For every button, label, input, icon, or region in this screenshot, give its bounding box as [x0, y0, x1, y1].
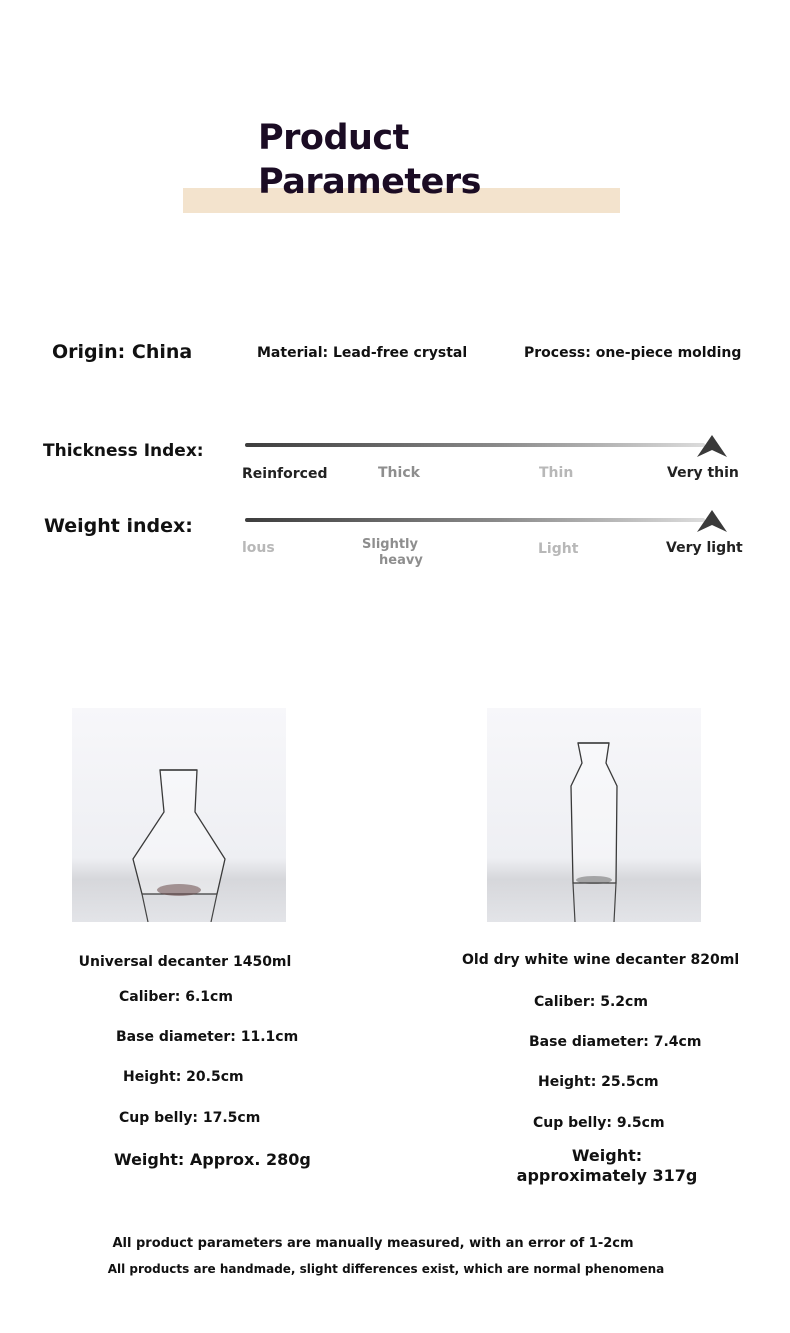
product-2-base-diameter: Base diameter: 7.4cm	[529, 1034, 702, 1050]
product-2-height: Height: 25.5cm	[538, 1074, 659, 1090]
weight-tick-light: Light	[538, 541, 579, 557]
page-title-line-1: Product	[258, 118, 409, 158]
thickness-indicator-arrow-icon	[696, 434, 728, 458]
product-1-cup-belly: Cup belly: 17.5cm	[119, 1110, 261, 1126]
measurement-note: All product parameters are manually measured, with an error of 1-2cm	[112, 1236, 634, 1251]
thickness-index-bar	[245, 443, 705, 447]
weight-tick-lous: lous	[242, 540, 275, 556]
product-2-caliber: Caliber: 5.2cm	[534, 994, 648, 1010]
process-spec: Process: one-piece molding	[524, 345, 742, 361]
thickness-tick-very-thin: Very thin	[667, 465, 739, 481]
thickness-tick-thin: Thin	[539, 465, 574, 481]
white-wine-decanter-photo	[487, 708, 701, 922]
weight-tick-slightly: Slightly	[362, 537, 418, 552]
product-2-name: Old dry white wine decanter 820ml	[462, 952, 740, 968]
thickness-tick-reinforced: Reinforced	[242, 466, 328, 482]
thickness-index-label: Thickness Index:	[43, 441, 204, 461]
product-2-weight-line-2: approximately 317g	[516, 1166, 698, 1185]
weight-index-bar	[245, 518, 705, 522]
product-1-base-diameter: Base diameter: 11.1cm	[116, 1029, 299, 1045]
product-2-weight	[507, 1146, 707, 1186]
product-1-height: Height: 20.5cm	[123, 1069, 244, 1085]
product-1-weight: Weight: Approx. 280g	[114, 1150, 311, 1169]
material-spec: Material: Lead-free crystal	[257, 345, 468, 361]
weight-tick-heavy: heavy	[379, 553, 423, 568]
product-2-weight-line-1: Weight:	[571, 1146, 643, 1165]
weight-tick-very-light: Very light	[666, 540, 743, 556]
handmade-note: All products are handmade, slight differences exist, which are normal phenomena	[107, 1262, 665, 1276]
page-title	[258, 116, 578, 204]
thickness-tick-thick: Thick	[378, 465, 420, 481]
weight-indicator-arrow-icon	[696, 509, 728, 533]
weight-index-label: Weight index:	[44, 515, 193, 537]
product-1-name: Universal decanter 1450ml	[78, 954, 292, 970]
product-2-cup-belly: Cup belly: 9.5cm	[533, 1115, 665, 1131]
universal-decanter-photo	[72, 708, 286, 922]
page-title-line-2: Parameters	[258, 162, 481, 202]
product-1-caliber: Caliber: 6.1cm	[119, 989, 233, 1005]
origin-spec: Origin: China	[52, 341, 193, 363]
